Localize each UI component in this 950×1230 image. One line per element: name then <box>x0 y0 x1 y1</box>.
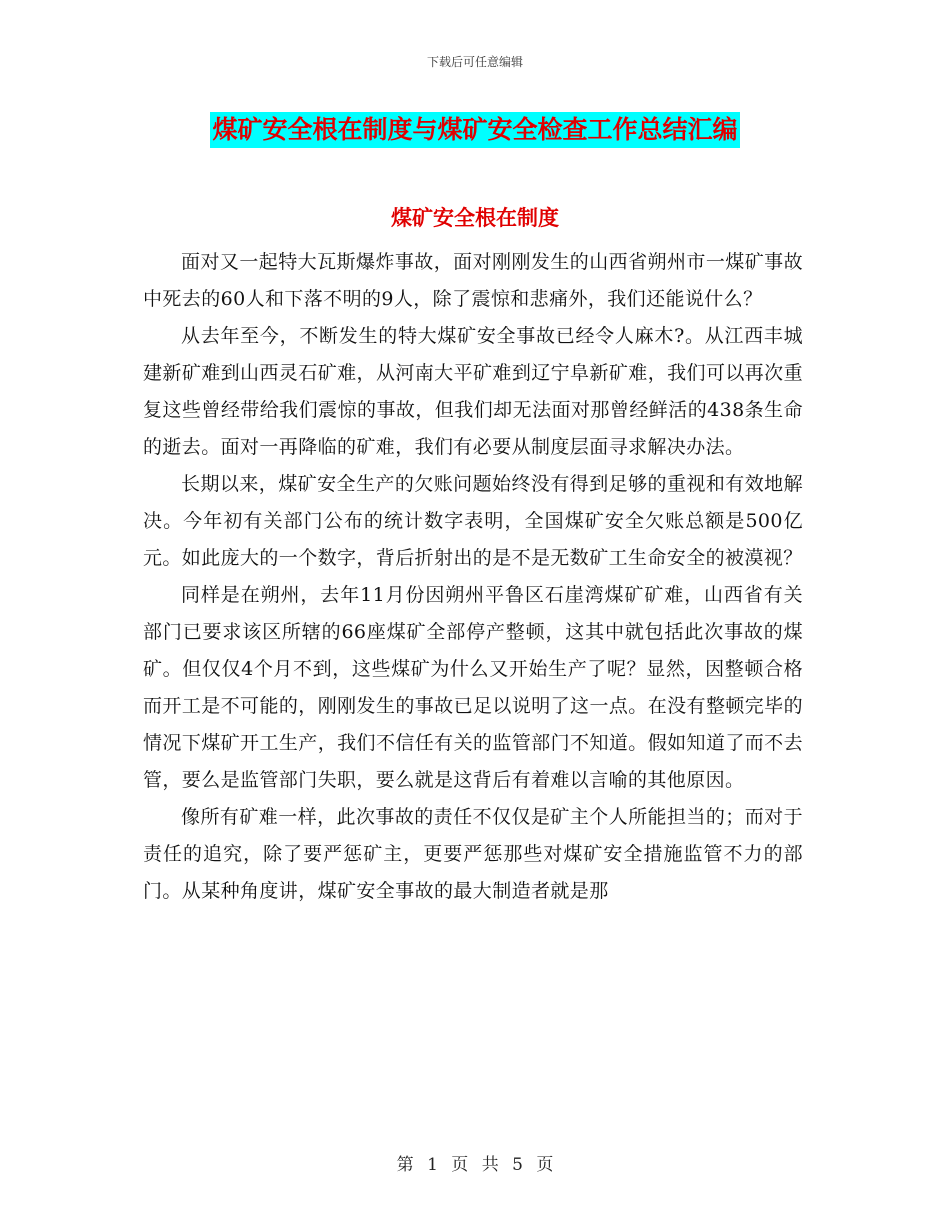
header-note: 下载后可任意编辑 <box>426 55 523 69</box>
document-title: 煤矿安全根在制度与煤矿安全检查工作总结汇编 <box>210 112 739 148</box>
doc-title-container <box>0 112 950 148</box>
paragraph: 长期以来，煤矿安全生产的欠账问题始终没有得到足够的重视和有效地解决。今年初有关部门公布的统计数字表明，全国煤矿安全欠账总额是500亿元。如此庞大的一个数字，背后折射出的是不是无数矿工生命安全的被漠视？ <box>143 473 803 569</box>
document-body <box>143 244 803 910</box>
paragraph: 像所有矿难一样，此次事故的责任不仅仅是矿主个人所能担当的；而对于责任的追究，除了要严惩矿主，更要严惩那些对煤矿安全措施监管不力的部门。从某种角度讲，煤矿安全事故的最大制造者就是那 <box>143 806 803 902</box>
section-title: 煤矿安全根在制度 <box>391 205 559 230</box>
paragraph: 同样是在朔州，去年11月份因朔州平鲁区石崖湾煤矿矿难，山西省有关部门已要求该区所辖的66座煤矿全部停产整顿，这其中就包括此次事故的煤矿。但仅仅4个月不到，这些煤矿为什么又开始生产了呢？显然，因整顿合格而开工是不可能的，刚刚发生的事故已足以说明了这一点。在没有整顿完毕的情况下煤矿开工生产，我们不信任有关的监管部门不知道。假如知道了而不去管，要么是监管部门失职，要么就是这背后有着难以言喻的其他原因。 <box>143 584 803 791</box>
paragraph: 面对又一起特大瓦斯爆炸事故，面对刚刚发生的山西省朔州市一煤矿事故中死去的60人和下落不明的9人，除了震惊和悲痛外，我们还能说什么？ <box>143 251 803 310</box>
page-footer: 第 1 页 共 5 页 <box>396 1155 554 1175</box>
paragraph: 从去年至今，不断发生的特大煤矿安全事故已经令人麻木?。从江西丰城建新矿难到山西灵石矿难，从河南大平矿难到辽宁阜新矿难，我们可以再次重复这些曾经带给我们震惊的事故，但我们却无法面对那曾经鲜活的438条生命的逝去。面对一再降临的矿难，我们有必要从制度层面寻求解决办法。 <box>143 325 803 458</box>
